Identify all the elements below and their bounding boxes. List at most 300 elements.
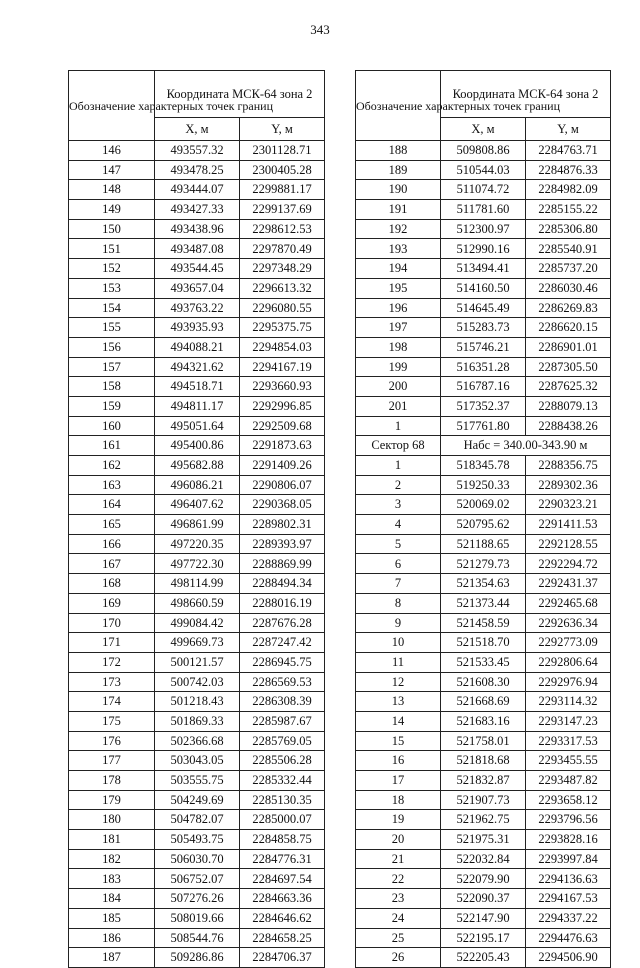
y-coordinate-cell: 2284658.25 (240, 928, 325, 948)
point-number-cell: 182 (69, 849, 155, 869)
y-coordinate-cell: 2292465.68 (526, 593, 611, 613)
table-body-right (356, 141, 611, 968)
table-row (356, 278, 611, 298)
table-row (356, 751, 611, 771)
x-coordinate-cell: 521518.70 (441, 633, 526, 653)
table-row (356, 810, 611, 830)
point-number-cell: 196 (356, 298, 441, 318)
header-point-designation: Обозначение характерных точек границ (356, 71, 441, 141)
x-coordinate-cell: 521608.30 (441, 672, 526, 692)
x-coordinate-cell: 493438.96 (155, 219, 240, 239)
table-row (356, 613, 611, 633)
point-number-cell: 148 (69, 180, 155, 200)
x-coordinate-cell: 517352.37 (441, 396, 526, 416)
y-coordinate-cell: 2294167.19 (240, 357, 325, 377)
point-number-cell: 177 (69, 751, 155, 771)
y-coordinate-cell: 2290323.21 (526, 495, 611, 515)
point-number-cell: 26 (356, 948, 441, 968)
point-number-cell: 178 (69, 771, 155, 791)
table-row (356, 849, 611, 869)
x-coordinate-cell: 494321.62 (155, 357, 240, 377)
table-row (69, 771, 325, 791)
table-row (69, 141, 325, 161)
table-row (356, 357, 611, 377)
point-number-cell: 193 (356, 239, 441, 259)
y-coordinate-cell: 2301128.71 (240, 141, 325, 161)
y-coordinate-cell: 2287676.28 (240, 613, 325, 633)
table-row (69, 259, 325, 279)
point-number-cell: 19 (356, 810, 441, 830)
x-coordinate-cell: 518345.78 (441, 456, 526, 476)
x-coordinate-cell: 513494.41 (441, 259, 526, 279)
x-coordinate-cell: 501869.33 (155, 711, 240, 731)
coordinates-table-left (68, 70, 325, 968)
x-coordinate-cell: 496086.21 (155, 475, 240, 495)
table-row (69, 318, 325, 338)
y-coordinate-cell: 2288869.99 (240, 554, 325, 574)
y-coordinate-cell: 2284697.54 (240, 869, 325, 889)
x-coordinate-cell: 493544.45 (155, 259, 240, 279)
table-row (69, 436, 325, 456)
point-number-cell: 15 (356, 731, 441, 751)
y-coordinate-cell: 2293455.55 (526, 751, 611, 771)
x-coordinate-cell: 500742.03 (155, 672, 240, 692)
table-row (69, 554, 325, 574)
x-coordinate-cell: 494088.21 (155, 337, 240, 357)
point-number-cell: 168 (69, 574, 155, 594)
page-number: 343 (310, 22, 330, 37)
y-coordinate-cell: 2284982.09 (526, 180, 611, 200)
point-number-cell: 201 (356, 396, 441, 416)
table-row (356, 515, 611, 535)
x-coordinate-cell: 495400.86 (155, 436, 240, 456)
y-coordinate-cell: 2293828.16 (526, 830, 611, 850)
table-row (69, 475, 325, 495)
point-number-cell: 170 (69, 613, 155, 633)
table-row (69, 278, 325, 298)
x-coordinate-cell: 494811.17 (155, 396, 240, 416)
x-coordinate-cell: 520069.02 (441, 495, 526, 515)
y-coordinate-cell: 2293660.93 (240, 377, 325, 397)
point-number-cell: 151 (69, 239, 155, 259)
y-coordinate-cell: 2299137.69 (240, 200, 325, 220)
point-number-cell: 158 (69, 377, 155, 397)
y-coordinate-cell: 2293317.53 (526, 731, 611, 751)
x-coordinate-cell: 499669.73 (155, 633, 240, 653)
table-row (356, 633, 611, 653)
table-row (356, 574, 611, 594)
y-coordinate-cell: 2292636.34 (526, 613, 611, 633)
table-row (356, 337, 611, 357)
y-coordinate-cell: 2285506.28 (240, 751, 325, 771)
y-coordinate-cell: 2285000.07 (240, 810, 325, 830)
y-coordinate-cell: 2293114.32 (526, 692, 611, 712)
point-number-cell: 185 (69, 908, 155, 928)
x-coordinate-cell: 493487.08 (155, 239, 240, 259)
x-coordinate-cell: 521758.01 (441, 731, 526, 751)
y-coordinate-cell: 2299881.17 (240, 180, 325, 200)
y-coordinate-cell: 2289802.31 (240, 515, 325, 535)
header-y: Y, м (526, 118, 611, 141)
x-coordinate-cell: 506030.70 (155, 849, 240, 869)
table-row (69, 298, 325, 318)
point-number-cell: 171 (69, 633, 155, 653)
table-body-left (69, 141, 325, 968)
table-row (356, 554, 611, 574)
x-coordinate-cell: 520795.62 (441, 515, 526, 535)
point-number-cell: 23 (356, 889, 441, 909)
sector-elevation-cell: Набс = 340.00-343.90 м (441, 436, 611, 456)
table-row (69, 928, 325, 948)
table-row (356, 948, 611, 968)
x-coordinate-cell: 498114.99 (155, 574, 240, 594)
table-row (69, 357, 325, 377)
y-coordinate-cell: 2290806.07 (240, 475, 325, 495)
sector-row (356, 436, 611, 456)
point-number-cell: 199 (356, 357, 441, 377)
table-row (69, 219, 325, 239)
x-coordinate-cell: 495682.88 (155, 456, 240, 476)
table-row (69, 200, 325, 220)
x-coordinate-cell: 506752.07 (155, 869, 240, 889)
point-number-cell: 161 (69, 436, 155, 456)
point-number-cell: 174 (69, 692, 155, 712)
table-row (356, 593, 611, 613)
header-coordinate-system: Координата МСК-64 зона 2 (441, 71, 611, 118)
table-row (356, 830, 611, 850)
table-row (356, 869, 611, 889)
y-coordinate-cell: 2293147.23 (526, 711, 611, 731)
table-row (356, 790, 611, 810)
x-coordinate-cell: 522195.17 (441, 928, 526, 948)
x-coordinate-cell: 503555.75 (155, 771, 240, 791)
point-number-cell: 176 (69, 731, 155, 751)
x-coordinate-cell: 515283.73 (441, 318, 526, 338)
y-coordinate-cell: 2291873.63 (240, 436, 325, 456)
table-row (69, 574, 325, 594)
y-coordinate-cell: 2285130.35 (240, 790, 325, 810)
point-number-cell: 162 (69, 456, 155, 476)
point-number-cell: 147 (69, 160, 155, 180)
x-coordinate-cell: 509808.86 (441, 141, 526, 161)
point-number-cell: 160 (69, 416, 155, 436)
y-coordinate-cell: 2285540.91 (526, 239, 611, 259)
table-row (356, 495, 611, 515)
table-row (356, 160, 611, 180)
point-number-cell: 157 (69, 357, 155, 377)
table-row (69, 180, 325, 200)
x-coordinate-cell: 507276.26 (155, 889, 240, 909)
x-coordinate-cell: 493427.33 (155, 200, 240, 220)
point-number-cell: 200 (356, 377, 441, 397)
point-number-cell: 149 (69, 200, 155, 220)
y-coordinate-cell: 2285769.05 (240, 731, 325, 751)
table-row (356, 652, 611, 672)
x-coordinate-cell: 521373.44 (441, 593, 526, 613)
table-row (356, 534, 611, 554)
y-coordinate-cell: 2292509.68 (240, 416, 325, 436)
point-number-cell: 10 (356, 633, 441, 653)
table-row (356, 672, 611, 692)
y-coordinate-cell: 2291409.26 (240, 456, 325, 476)
point-number-cell: 18 (356, 790, 441, 810)
y-coordinate-cell: 2286569.53 (240, 672, 325, 692)
x-coordinate-cell: 512300.97 (441, 219, 526, 239)
point-number-cell: 16 (356, 751, 441, 771)
point-number-cell: 3 (356, 495, 441, 515)
point-number-cell: 20 (356, 830, 441, 850)
x-coordinate-cell: 512990.16 (441, 239, 526, 259)
table-row (356, 456, 611, 476)
y-coordinate-cell: 2294167.53 (526, 889, 611, 909)
point-number-cell: 184 (69, 889, 155, 909)
x-coordinate-cell: 522032.84 (441, 849, 526, 869)
x-coordinate-cell: 493444.07 (155, 180, 240, 200)
table-row (69, 711, 325, 731)
table-row (356, 298, 611, 318)
table-row (69, 239, 325, 259)
y-coordinate-cell: 2284776.31 (240, 849, 325, 869)
point-number-cell: 21 (356, 849, 441, 869)
point-number-cell: 7 (356, 574, 441, 594)
y-coordinate-cell: 2288438.26 (526, 416, 611, 436)
x-coordinate-cell: 504782.07 (155, 810, 240, 830)
x-coordinate-cell: 516351.28 (441, 357, 526, 377)
y-coordinate-cell: 2288356.75 (526, 456, 611, 476)
y-coordinate-cell: 2294854.03 (240, 337, 325, 357)
y-coordinate-cell: 2293487.82 (526, 771, 611, 791)
header-coordinate-system: Координата МСК-64 зона 2 (155, 71, 325, 118)
point-number-cell: 154 (69, 298, 155, 318)
y-coordinate-cell: 2284646.62 (240, 908, 325, 928)
y-coordinate-cell: 2284663.36 (240, 889, 325, 909)
table-row (356, 889, 611, 909)
y-coordinate-cell: 2300405.28 (240, 160, 325, 180)
point-number-cell: 198 (356, 337, 441, 357)
x-coordinate-cell: 497722.30 (155, 554, 240, 574)
point-number-cell: 9 (356, 613, 441, 633)
x-coordinate-cell: 505493.75 (155, 830, 240, 850)
y-coordinate-cell: 2292976.94 (526, 672, 611, 692)
y-coordinate-cell: 2285987.67 (240, 711, 325, 731)
table-row (356, 928, 611, 948)
y-coordinate-cell: 2292806.64 (526, 652, 611, 672)
x-coordinate-cell: 522205.43 (441, 948, 526, 968)
y-coordinate-cell: 2292996.85 (240, 396, 325, 416)
point-number-cell: 183 (69, 869, 155, 889)
table-row (69, 160, 325, 180)
y-coordinate-cell: 2293997.84 (526, 849, 611, 869)
point-number-cell: 192 (356, 219, 441, 239)
table-row (69, 534, 325, 554)
table-row (69, 593, 325, 613)
point-number-cell: 13 (356, 692, 441, 712)
x-coordinate-cell: 521188.65 (441, 534, 526, 554)
point-number-cell: 166 (69, 534, 155, 554)
table-row (69, 672, 325, 692)
x-coordinate-cell: 521279.73 (441, 554, 526, 574)
y-coordinate-cell: 2288079.13 (526, 396, 611, 416)
x-coordinate-cell: 508019.66 (155, 908, 240, 928)
x-coordinate-cell: 510544.03 (441, 160, 526, 180)
table-row (356, 711, 611, 731)
y-coordinate-cell: 2286945.75 (240, 652, 325, 672)
y-coordinate-cell: 2285306.80 (526, 219, 611, 239)
point-number-cell: 1 (356, 416, 441, 436)
point-number-cell: 194 (356, 259, 441, 279)
point-number-cell: 146 (69, 141, 155, 161)
point-number-cell: 179 (69, 790, 155, 810)
point-number-cell: 150 (69, 219, 155, 239)
point-number-cell: 169 (69, 593, 155, 613)
point-number-cell: 175 (69, 711, 155, 731)
point-number-cell: 14 (356, 711, 441, 731)
x-coordinate-cell: 521975.31 (441, 830, 526, 850)
y-coordinate-cell: 2296080.55 (240, 298, 325, 318)
point-number-cell: 173 (69, 672, 155, 692)
x-coordinate-cell: 521907.73 (441, 790, 526, 810)
table-row (69, 633, 325, 653)
y-coordinate-cell: 2293658.12 (526, 790, 611, 810)
x-coordinate-cell: 493657.04 (155, 278, 240, 298)
x-coordinate-cell: 521832.87 (441, 771, 526, 791)
point-number-cell: 164 (69, 495, 155, 515)
table-row (356, 239, 611, 259)
sector-label-cell: Сектор 68 (356, 436, 441, 456)
x-coordinate-cell: 521533.45 (441, 652, 526, 672)
x-coordinate-cell: 521668.69 (441, 692, 526, 712)
table-row (69, 337, 325, 357)
x-coordinate-cell: 522147.90 (441, 908, 526, 928)
point-number-cell: 25 (356, 928, 441, 948)
point-number-cell: 195 (356, 278, 441, 298)
point-number-cell: 188 (356, 141, 441, 161)
header-y: Y, м (240, 118, 325, 141)
point-number-cell: 24 (356, 908, 441, 928)
x-coordinate-cell: 514645.49 (441, 298, 526, 318)
y-coordinate-cell: 2297348.29 (240, 259, 325, 279)
point-number-cell: 197 (356, 318, 441, 338)
y-coordinate-cell: 2289393.97 (240, 534, 325, 554)
x-coordinate-cell: 499084.42 (155, 613, 240, 633)
x-coordinate-cell: 521818.68 (441, 751, 526, 771)
y-coordinate-cell: 2295375.75 (240, 318, 325, 338)
point-number-cell: 189 (356, 160, 441, 180)
y-coordinate-cell: 2292294.72 (526, 554, 611, 574)
x-coordinate-cell: 516787.16 (441, 377, 526, 397)
point-number-cell: 156 (69, 337, 155, 357)
y-coordinate-cell: 2285737.20 (526, 259, 611, 279)
table-row (356, 180, 611, 200)
y-coordinate-cell: 2290368.05 (240, 495, 325, 515)
x-coordinate-cell: 493478.25 (155, 160, 240, 180)
y-coordinate-cell: 2286030.46 (526, 278, 611, 298)
y-coordinate-cell: 2284876.33 (526, 160, 611, 180)
x-coordinate-cell: 517761.80 (441, 416, 526, 436)
header-x: X, м (441, 118, 526, 141)
table-row (69, 889, 325, 909)
point-number-cell: 4 (356, 515, 441, 535)
table-row (356, 416, 611, 436)
y-coordinate-cell: 2285155.22 (526, 200, 611, 220)
header-point-designation: Обозначение характерных точек границ (69, 71, 155, 141)
point-number-cell: 155 (69, 318, 155, 338)
y-coordinate-cell: 2287247.42 (240, 633, 325, 653)
y-coordinate-cell: 2291411.53 (526, 515, 611, 535)
x-coordinate-cell: 521683.16 (441, 711, 526, 731)
point-number-cell: 187 (69, 948, 155, 968)
table-row (356, 318, 611, 338)
x-coordinate-cell: 511781.60 (441, 200, 526, 220)
y-coordinate-cell: 2294506.90 (526, 948, 611, 968)
y-coordinate-cell: 2294476.63 (526, 928, 611, 948)
coordinates-table-right (355, 70, 611, 968)
y-coordinate-cell: 2294337.22 (526, 908, 611, 928)
table-row (356, 475, 611, 495)
point-number-cell: 1 (356, 456, 441, 476)
table-row (69, 830, 325, 850)
point-number-cell: 159 (69, 396, 155, 416)
x-coordinate-cell: 503043.05 (155, 751, 240, 771)
y-coordinate-cell: 2285332.44 (240, 771, 325, 791)
point-number-cell: 181 (69, 830, 155, 850)
y-coordinate-cell: 2286901.01 (526, 337, 611, 357)
table-row (69, 456, 325, 476)
y-coordinate-cell: 2292431.37 (526, 574, 611, 594)
x-coordinate-cell: 522090.37 (441, 889, 526, 909)
table-row (69, 751, 325, 771)
point-number-cell: 11 (356, 652, 441, 672)
y-coordinate-cell: 2292128.55 (526, 534, 611, 554)
x-coordinate-cell: 498660.59 (155, 593, 240, 613)
y-coordinate-cell: 2288494.34 (240, 574, 325, 594)
y-coordinate-cell: 2284706.37 (240, 948, 325, 968)
x-coordinate-cell: 493935.93 (155, 318, 240, 338)
y-coordinate-cell: 2297870.49 (240, 239, 325, 259)
x-coordinate-cell: 502366.68 (155, 731, 240, 751)
point-number-cell: 167 (69, 554, 155, 574)
y-coordinate-cell: 2289302.36 (526, 475, 611, 495)
x-coordinate-cell: 522079.90 (441, 869, 526, 889)
table-row (69, 869, 325, 889)
point-number-cell: 191 (356, 200, 441, 220)
y-coordinate-cell: 2293796.56 (526, 810, 611, 830)
point-number-cell: 186 (69, 928, 155, 948)
table-row (69, 692, 325, 712)
table-row (356, 200, 611, 220)
table-row (69, 790, 325, 810)
y-coordinate-cell: 2287305.50 (526, 357, 611, 377)
y-coordinate-cell: 2286308.39 (240, 692, 325, 712)
table-row (356, 377, 611, 397)
y-coordinate-cell: 2292773.09 (526, 633, 611, 653)
point-number-cell: 163 (69, 475, 155, 495)
table-row (356, 219, 611, 239)
x-coordinate-cell: 519250.33 (441, 475, 526, 495)
x-coordinate-cell: 496861.99 (155, 515, 240, 535)
x-coordinate-cell: 521962.75 (441, 810, 526, 830)
x-coordinate-cell: 493557.32 (155, 141, 240, 161)
y-coordinate-cell: 2296613.32 (240, 278, 325, 298)
table-row (69, 849, 325, 869)
table-row (69, 377, 325, 397)
point-number-cell: 22 (356, 869, 441, 889)
point-number-cell: 2 (356, 475, 441, 495)
x-coordinate-cell: 521354.63 (441, 574, 526, 594)
x-coordinate-cell: 521458.59 (441, 613, 526, 633)
point-number-cell: 180 (69, 810, 155, 830)
table-row (356, 908, 611, 928)
